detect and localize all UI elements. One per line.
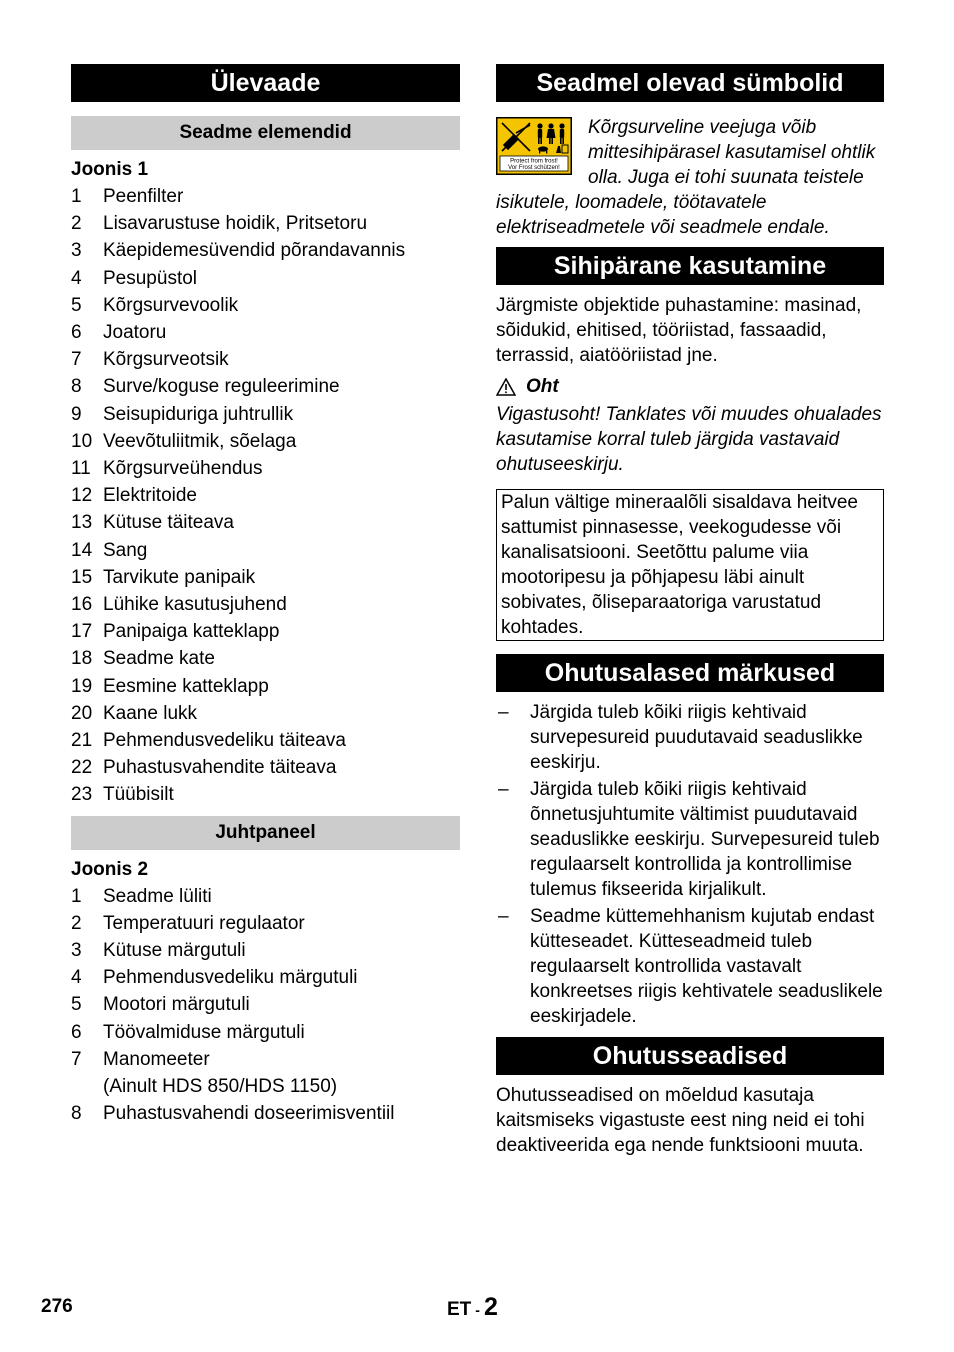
- list-item-number: 11: [71, 458, 91, 480]
- list-item-text: [103, 564, 460, 591]
- section-heading-safety-devices: Ohutusseadised: [496, 1037, 884, 1075]
- list-item-label: Eesmine katteklapp: [103, 675, 269, 697]
- list-item-label: Elektritoide: [103, 485, 197, 507]
- list-item-number: 7: [71, 1048, 82, 1070]
- list-item: [71, 210, 460, 237]
- list-item-text: [103, 754, 460, 781]
- list-item-text: [103, 937, 460, 964]
- list-item: [71, 183, 460, 210]
- list-item: [71, 428, 460, 455]
- list-item-text: [103, 910, 460, 937]
- list-item-number: 17: [71, 621, 93, 643]
- list-item-text: [103, 265, 460, 292]
- list-item-label: Puhastusvahendite täiteava: [103, 757, 337, 779]
- list-item-label: Panipaiga katteklapp: [103, 621, 280, 643]
- list-item-label: Kaane lukk: [103, 702, 198, 724]
- list-item: [71, 1019, 460, 1046]
- list-item-number: 13: [71, 512, 93, 534]
- safety-note-item: [496, 904, 884, 1029]
- warning-heading: [496, 374, 884, 399]
- list-item-label: Seadme kate: [103, 648, 215, 670]
- list-item-number: 6: [71, 1021, 82, 1043]
- list-item-text: [103, 346, 460, 373]
- list-item-label: Kõrgsurveühendus: [103, 458, 263, 480]
- dash-bullet: –: [498, 702, 509, 723]
- symbol-image-text-2: Vor Frost schützen!: [508, 165, 560, 171]
- list-item: [71, 727, 460, 754]
- list-item-label: Joatoru: [103, 322, 167, 344]
- section-heading-intended-use: Sihipärane kasutamine: [496, 247, 884, 285]
- safety-note-text: Järgida tuleb kõiki riigis kehtivaid õnnetusjuhtumite vältimist puudutavaid seaduslikke eeskirju. Survepesureid tuleb regulaarselt kontrollida ja kontrollimise tulemus fikseerida kirjalikult.: [530, 779, 880, 900]
- list-item-label: Kõrgsurvevoolik: [103, 294, 239, 316]
- warning-title: Oht: [526, 376, 559, 397]
- list-item-text: [103, 1019, 460, 1046]
- list-item: [71, 883, 460, 910]
- footer-subpage: 2: [483, 1293, 498, 1321]
- section-heading-safety-notes: Ohutusalased märkused: [496, 654, 884, 692]
- list-item-number: 19: [71, 675, 93, 697]
- list-item-number: 5: [71, 994, 82, 1016]
- list-item-label: Lisavarustuse hoidik, Pritsetoru: [103, 213, 368, 235]
- section-heading-overview: Ülevaade: [71, 64, 460, 102]
- list-item: [71, 455, 460, 482]
- list-item-text: [103, 1100, 460, 1127]
- list-item-label: Kõrgsurveotsik: [103, 349, 229, 371]
- list-item-text: [103, 645, 460, 672]
- list-item-number: 3: [71, 240, 82, 262]
- list-item-number: 8: [71, 376, 82, 398]
- warning-triangle-icon: [496, 378, 516, 396]
- list-item-label: Pesupüstol: [103, 267, 198, 289]
- dash-bullet: –: [498, 906, 509, 927]
- list-item: [71, 700, 460, 727]
- list-item: [71, 754, 460, 781]
- list-item-text: [103, 509, 460, 536]
- list-item-label: Temperatuuri regulaator: [103, 912, 305, 934]
- device-symbol-label-image: [496, 117, 572, 175]
- list-item-text: [103, 1046, 460, 1100]
- list-item: [71, 537, 460, 564]
- list-item: [71, 991, 460, 1018]
- list-item: [71, 645, 460, 672]
- left-column: [71, 64, 460, 1128]
- environment-notice-box: Palun vältige mineraalõli sisaldava heitvee sattumist pinnasesse, veekogudesse või kanalisatsiooni. Seetõttu palume viia mootoripesu ja põhjapesu läbi ainult sobivates, õliseparaatoriga varustatud kohtades.: [496, 489, 884, 641]
- list-item-text: [103, 700, 460, 727]
- list-item-label: Mootori märgutuli: [103, 994, 250, 1016]
- list-item-text: [103, 991, 460, 1018]
- list-item-text: [103, 673, 460, 700]
- list-item: [71, 910, 460, 937]
- list-item-label: Lühike kasutusjuhend: [103, 594, 287, 616]
- list-item-label: Seadme lüliti: [103, 885, 212, 907]
- list-item-number: 22: [71, 757, 93, 779]
- list-item-text: [103, 428, 460, 455]
- figure-label-1: Joonis 1: [71, 159, 149, 180]
- list-item-label: Kütuse märgutuli: [103, 940, 246, 962]
- list-item: [71, 346, 460, 373]
- list-item-label: Pehmendusvedeliku täiteava: [103, 730, 346, 752]
- list-item: [71, 237, 460, 264]
- list-item-text: [103, 319, 460, 346]
- list-item-number: 20: [71, 702, 93, 724]
- figure-label-2: Joonis 2: [71, 858, 149, 880]
- list-item-number: 16: [71, 594, 93, 616]
- footer-separator: -: [475, 1301, 480, 1318]
- list-item-number: 12: [71, 485, 93, 507]
- list-item-label: Sang: [103, 539, 148, 561]
- list-item-number: 1: [71, 885, 82, 907]
- list-item: [71, 673, 460, 700]
- dash-bullet: –: [498, 779, 509, 800]
- list-item-text: [103, 537, 460, 564]
- list-item-label: Kütuse täiteava: [103, 512, 234, 534]
- list-item-text: [103, 618, 460, 645]
- right-column: [496, 64, 884, 1158]
- list-item-label: Töövalmiduse märgutuli: [103, 1021, 305, 1043]
- list-item-label: Seisupiduriga juhtrullik: [103, 403, 294, 425]
- safety-devices-text: Ohutusseadised on mõeldud kasutaja kaitsmiseks vigastuste eest ning neid ei tohi deaktiveerida ega nende funktsiooni muuta.: [496, 1085, 865, 1156]
- list-item-text: [103, 237, 460, 264]
- intended-use-text: Järgmiste objektide puhastamine: masinad, sõidukid, ehitised, tööriistad, fassaadid, terrassid, aiatööriistad jne.: [496, 295, 862, 366]
- control-panel-list: [71, 883, 460, 1128]
- list-item-number: 7: [71, 349, 82, 371]
- list-item-subtext: (Ainult HDS 850/HDS 1150): [103, 1076, 338, 1098]
- list-item-number: 9: [71, 403, 82, 425]
- list-item: [71, 292, 460, 319]
- list-item-number: 10: [71, 430, 93, 452]
- list-item-number: 4: [71, 267, 82, 289]
- list-item-text: [103, 373, 460, 400]
- list-item: [71, 964, 460, 991]
- footer-language: ET: [447, 1299, 472, 1320]
- list-item-number: 14: [71, 539, 93, 561]
- list-item-text: [103, 591, 460, 618]
- list-item-label: Pehmendusvedeliku märgutuli: [103, 967, 358, 989]
- list-item-text: [103, 210, 460, 237]
- list-item: [71, 265, 460, 292]
- list-item-label: Puhastusvahendi doseerimisventiil: [103, 1103, 395, 1125]
- list-item-text: [103, 401, 460, 428]
- list-item-text: [103, 964, 460, 991]
- list-item-label: Tüübisilt: [103, 784, 174, 806]
- list-item-number: 2: [71, 213, 82, 235]
- page-number: 276: [41, 1296, 73, 1317]
- list-item: [71, 618, 460, 645]
- list-item-label: Peenfilter: [103, 186, 184, 207]
- symbols-text: Kõrgsurveline veejuga võib mittesihipärasel kasutamisel ohtlik olla. Juga ei tohi suunata teistele isikutele, loomadele, töötavatele elektriseadmetele või seadmele endale.: [496, 117, 876, 238]
- safety-note-item: [496, 700, 884, 775]
- section-heading-symbols: Seadmel olevad sümbolid: [496, 64, 884, 102]
- safety-note-text: Seadme küttemehhanism kujutab endast kütteseadet. Kütteseadmeid tuleb regulaarselt kontrollida vastavalt konkreetses riigis kehtivatele seaduslikele eeskirjadele.: [530, 906, 883, 1027]
- list-item: [71, 373, 460, 400]
- symbols-block: [496, 115, 884, 240]
- list-item-text: [103, 781, 460, 808]
- symbol-image-text-1: Protect from frost!: [510, 158, 558, 165]
- list-item-number: 4: [71, 967, 82, 989]
- list-item: [71, 482, 460, 509]
- list-item-text: [103, 482, 460, 509]
- safety-note-item: [496, 777, 884, 902]
- list-item-text: [103, 727, 460, 754]
- list-item: [71, 319, 460, 346]
- footer-language-page: [447, 1293, 498, 1322]
- device-elements-list: [71, 183, 460, 809]
- list-item-number: 23: [71, 784, 93, 806]
- list-item: [71, 781, 460, 808]
- warning-text: Vigastusoht! Tanklates või muudes ohualades kasutamise korral tuleb järgida vastavaid ohutuseeskirju.: [496, 404, 882, 475]
- list-item: [71, 509, 460, 536]
- list-item-text: [103, 455, 460, 482]
- list-item: [71, 1046, 460, 1100]
- list-item-number: 18: [71, 648, 93, 670]
- safety-notes-list: [496, 700, 884, 1029]
- list-item: [71, 937, 460, 964]
- list-item-number: 3: [71, 940, 82, 962]
- list-item-label: Manomeeter: [103, 1048, 210, 1070]
- list-item-number: 21: [71, 730, 93, 752]
- subheading-control-panel: Juhtpaneel: [71, 816, 460, 850]
- list-item-label: Veevõtuliitmik, sõelaga: [103, 430, 297, 452]
- list-item-number: 2: [71, 912, 82, 934]
- list-item-number: 15: [71, 566, 93, 588]
- list-item-label: Surve/koguse reguleerimine: [103, 376, 340, 398]
- list-item-text: [103, 883, 460, 910]
- list-item-number: 6: [71, 322, 82, 344]
- list-item-text: [103, 183, 460, 210]
- list-item-number: 8: [71, 1103, 82, 1125]
- list-item-label: Käepidemesüvendid põrandavannis: [103, 240, 406, 262]
- list-item: [71, 1100, 460, 1127]
- list-item: [71, 591, 460, 618]
- list-item-number: 1: [71, 186, 82, 207]
- list-item-text: [103, 292, 460, 319]
- list-item: [71, 401, 460, 428]
- subheading-device-elements: Seadme elemendid: [71, 116, 460, 150]
- list-item-number: 5: [71, 294, 82, 316]
- list-item: [71, 564, 460, 591]
- list-item-label: Tarvikute panipaik: [103, 566, 256, 588]
- safety-note-text: Järgida tuleb kõiki riigis kehtivaid survepesureid puudutavaid seaduslikke eeskirju.: [530, 702, 863, 773]
